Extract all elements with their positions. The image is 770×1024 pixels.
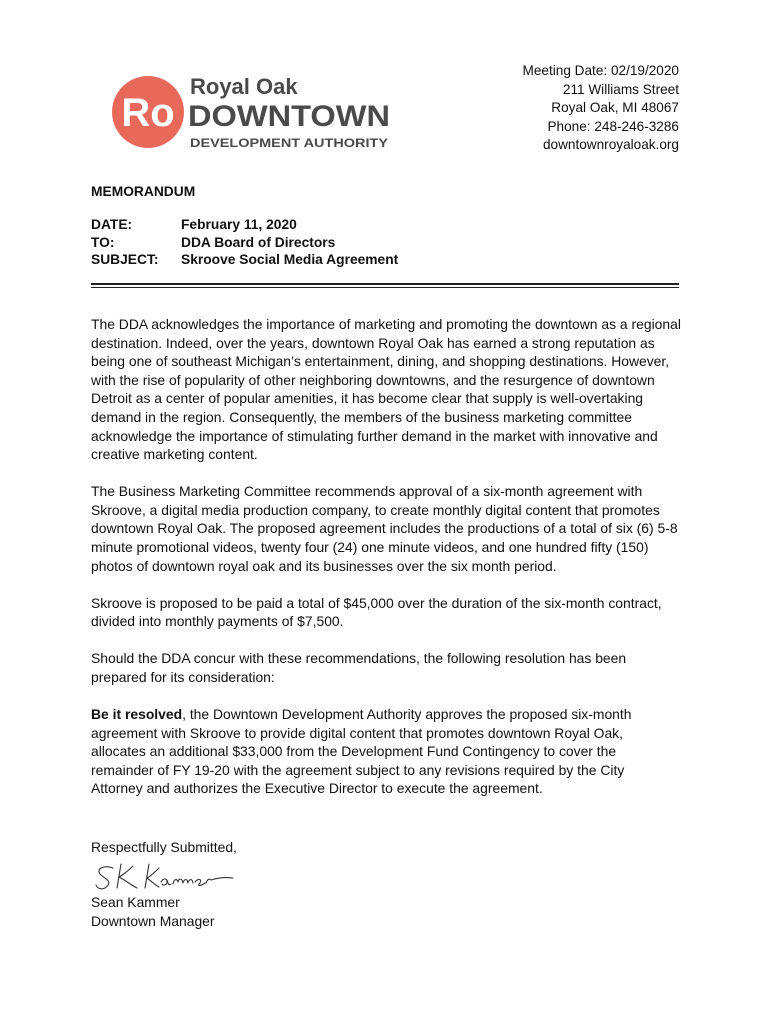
paragraph-resolution bbox=[91, 705, 691, 798]
text-line: with the rise of popularity of other neighboring downtowns, and the resurgence of downtown bbox=[91, 371, 655, 388]
text-line: Skroove is proposed to be paid a total of $45,000 over the duration of the six-month contract, bbox=[91, 594, 662, 611]
text-fragment: , the Downtown Development Authority approves the proposed six-month bbox=[182, 706, 632, 723]
contact-block bbox=[523, 62, 679, 155]
to-value: DDA Board of Directors bbox=[181, 234, 336, 250]
paragraph-recommendation bbox=[91, 482, 691, 575]
text-line: The DDA acknowledges the importance of marketing and promoting the downtown as a regional bbox=[91, 316, 681, 332]
royal-oak-downtown-logo bbox=[112, 68, 402, 152]
to-row bbox=[91, 234, 398, 252]
text-line: minute promotional videos, twenty four (24) one minute videos, and one hundred fifty (150) bbox=[91, 539, 649, 556]
text-line bbox=[91, 705, 691, 724]
text-line: Should the DDA concur with these recommendations, the following resolution has been bbox=[91, 650, 627, 667]
signer-block bbox=[91, 893, 215, 930]
text-line: prepared for its consideration: bbox=[91, 669, 275, 685]
city-state-zip: Royal Oak, MI 48067 bbox=[551, 100, 679, 116]
logo-mark: Ro bbox=[121, 91, 175, 135]
date-value: February 11, 2020 bbox=[181, 217, 297, 232]
text-line: divided into monthly payments of $7,500. bbox=[91, 613, 344, 630]
text-line: destination. Indeed, over the years, downtown Royal Oak has earned a strong reputation as bbox=[91, 334, 655, 351]
paragraph-marketing-importance bbox=[91, 315, 691, 464]
subject-label: SUBJECT: bbox=[91, 252, 159, 267]
text-line: downtown Royal Oak. The proposed agreement includes the productions of a total of six (6) 5-8 bbox=[91, 520, 678, 537]
paragraph-resolution-intro bbox=[91, 649, 691, 686]
text-line: photos of downtown royal oak and its businesses over the six month period. bbox=[91, 557, 557, 574]
text-line: demand in the region. Consequently, the members of the business marketing committee bbox=[91, 408, 632, 425]
subject-row bbox=[91, 251, 398, 269]
street-address: 211 Williams Street bbox=[562, 81, 679, 97]
paragraph-payment bbox=[91, 594, 691, 631]
closing-salutation: Respectfully Submitted, bbox=[91, 839, 237, 855]
text-line: creative marketing content. bbox=[91, 446, 258, 463]
subject-value: Skroove Social Media Agreement bbox=[181, 252, 399, 267]
meeting-date: Meeting Date: 02/19/2020 bbox=[522, 63, 679, 78]
text-line: Skroove, a digital media production company, to create monthly digital content that promotes bbox=[91, 501, 660, 518]
memo-title: MEMORANDUM bbox=[91, 184, 196, 199]
header-divider-thin bbox=[91, 287, 679, 288]
handwritten-signature bbox=[93, 858, 243, 897]
be-it-resolved: Be it resolved bbox=[91, 706, 183, 723]
signer-name: Sean Kammer bbox=[91, 894, 180, 910]
website-link[interactable]: downtownroyaloak.org bbox=[542, 137, 679, 153]
phone-number: Phone: 248-246-3286 bbox=[547, 118, 679, 134]
date-label: DATE: bbox=[91, 217, 133, 232]
text-line: Attorney and authorizes the Executive Director to execute the agreement. bbox=[91, 780, 543, 797]
text-line: Detroit as a center of popular amenities, it has become clear that supply is well-overtaking bbox=[91, 390, 644, 407]
logo-downtown: DOWNTOWN bbox=[188, 100, 390, 133]
logo-royal-oak: Royal Oak bbox=[190, 74, 298, 99]
signer-title: Downtown Manager bbox=[91, 912, 215, 929]
memo-header bbox=[91, 216, 398, 269]
text-line: The Business Marketing Committee recommends approval of a six-month agreement with bbox=[91, 483, 643, 500]
date-row bbox=[91, 216, 398, 234]
text-line: being one of southeast Michigan’s entertainment, dining, and shopping destinations. However, bbox=[91, 353, 670, 370]
header-divider bbox=[91, 283, 679, 285]
text-line: allocates an additional $33,000 from the Development Fund Contingency to cover the bbox=[91, 743, 617, 760]
text-line: acknowledge the importance of stimulating further demand in the market with innovative and bbox=[91, 427, 658, 444]
text-line: agreement with Skroove to provide digital content that promotes downtown Royal Oak, bbox=[91, 724, 623, 741]
to-label: TO: bbox=[91, 234, 115, 250]
memo-body bbox=[91, 315, 691, 817]
logo-development-authority: DEVELOPMENT AUTHORITY bbox=[190, 136, 388, 150]
text-line: remainder of FY 19-20 with the agreement subject to any revisions required by the City bbox=[91, 761, 625, 778]
